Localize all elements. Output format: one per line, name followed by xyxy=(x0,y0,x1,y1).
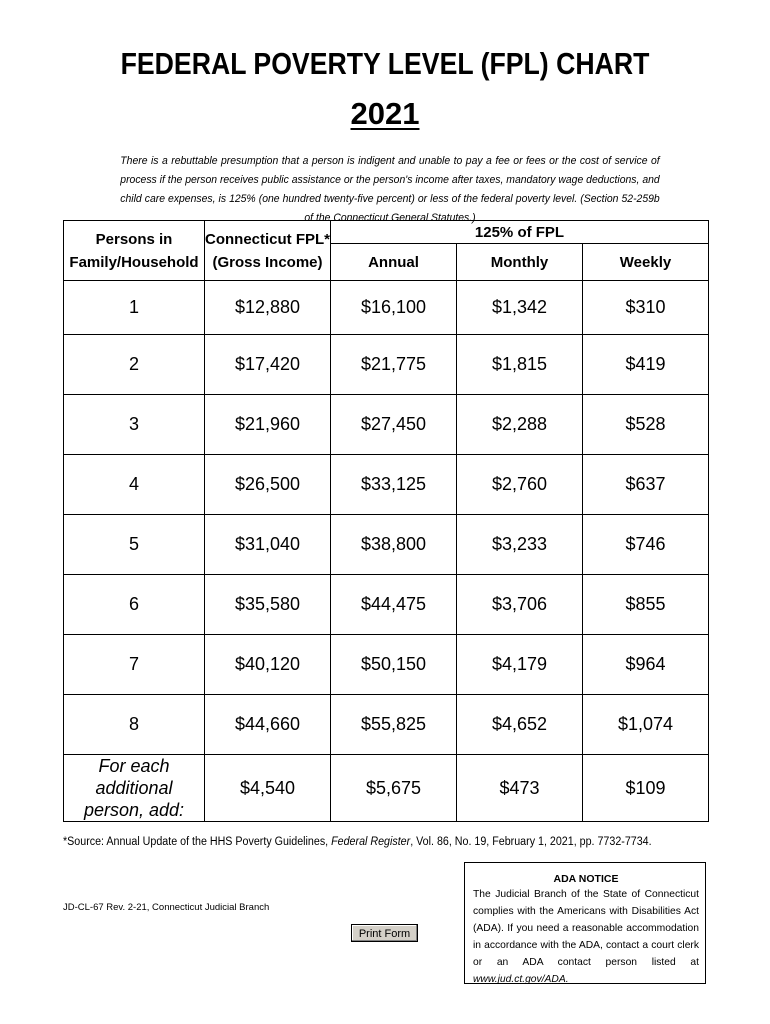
intro-paragraph: There is a rebuttable presumption that a person is indigent and unable to pay a fee or fees or the cost of service of process if the person receives public assistance or the person's income after taxes, mandatory wage deductions, and child care expenses, is 125% (one hundred twenty-five percent) or less of the federal poverty level. (Section 52-259b of the Connecticut General Statutes.) xyxy=(120,155,660,224)
cell-annual: $27,450 xyxy=(331,395,457,455)
cell-ct-fpl: $12,880 xyxy=(205,281,331,335)
header-persons-line1: Persons in xyxy=(95,230,173,248)
cell-annual: $16,100 xyxy=(331,281,457,335)
cell-weekly: $419 xyxy=(583,335,709,395)
page-title: FEDERAL POVERTY LEVEL (FPL) CHART xyxy=(120,46,650,81)
ada-link[interactable]: www.jud.ct.gov/ADA. xyxy=(473,974,569,985)
header-ct-fpl xyxy=(205,221,331,281)
table-row-additional xyxy=(64,755,709,822)
cell-ct-fpl: $21,960 xyxy=(205,395,331,455)
cell-annual: $55,825 xyxy=(331,695,457,755)
cell-monthly: $4,179 xyxy=(457,635,583,695)
print-form-button[interactable]: Print Form xyxy=(351,924,418,942)
header-ct-line2: (Gross Income) xyxy=(212,253,323,271)
cell-annual: $38,800 xyxy=(331,515,457,575)
cell-monthly: $1,342 xyxy=(457,281,583,335)
cell-weekly: $109 xyxy=(583,755,709,822)
cell-persons: 7 xyxy=(64,635,205,695)
table-row xyxy=(64,455,709,515)
table-row xyxy=(64,575,709,635)
year-text: 2021 xyxy=(350,96,420,131)
header-persons xyxy=(64,221,205,281)
cell-ct-fpl: $40,120 xyxy=(205,635,331,695)
cell-ct-fpl: $4,540 xyxy=(205,755,331,822)
cell-annual: $50,150 xyxy=(331,635,457,695)
cell-persons: 8 xyxy=(64,695,205,755)
additional-label-line1: For each additional xyxy=(95,756,173,798)
cell-monthly: $2,288 xyxy=(457,395,583,455)
cell-annual: $44,475 xyxy=(331,575,457,635)
cell-ct-fpl: $17,420 xyxy=(205,335,331,395)
cell-monthly: $3,233 xyxy=(457,515,583,575)
table-row xyxy=(64,635,709,695)
cell-additional-label xyxy=(64,755,205,822)
fpl-table xyxy=(63,220,709,822)
table-row xyxy=(64,281,709,335)
additional-label-line2: person, add: xyxy=(83,800,185,820)
source-prefix: *Source: Annual Update of the HHS Poverty Guidelines, xyxy=(63,836,332,848)
cell-weekly: $637 xyxy=(583,455,709,515)
cell-persons: 4 xyxy=(64,455,205,515)
form-number: JD-CL-67 Rev. 2-21, Connecticut Judicial Branch xyxy=(63,902,270,913)
header-ct-line1: Connecticut FPL* xyxy=(205,230,331,248)
cell-annual: $5,675 xyxy=(331,755,457,822)
cell-weekly: $855 xyxy=(583,575,709,635)
cell-weekly: $310 xyxy=(583,281,709,335)
cell-weekly: $964 xyxy=(583,635,709,695)
ada-notice-title: ADA NOTICE xyxy=(553,873,619,885)
cell-persons: 3 xyxy=(64,395,205,455)
header-125-fpl: 125% of FPL xyxy=(331,221,709,244)
cell-persons: 2 xyxy=(64,335,205,395)
source-publication: Federal Register xyxy=(331,836,411,848)
source-suffix: , Vol. 86, No. 19, February 1, 2021, pp. 7732-7734. xyxy=(410,836,652,848)
cell-persons: 5 xyxy=(64,515,205,575)
table-row xyxy=(64,335,709,395)
cell-annual: $33,125 xyxy=(331,455,457,515)
header-monthly: Monthly xyxy=(457,244,583,281)
cell-monthly: $3,706 xyxy=(457,575,583,635)
cell-monthly: $4,652 xyxy=(457,695,583,755)
cell-persons: 1 xyxy=(64,281,205,335)
cell-ct-fpl: $31,040 xyxy=(205,515,331,575)
cell-ct-fpl: $35,580 xyxy=(205,575,331,635)
cell-ct-fpl: $44,660 xyxy=(205,695,331,755)
cell-annual: $21,775 xyxy=(331,335,457,395)
source-note xyxy=(63,836,668,848)
header-annual: Annual xyxy=(331,244,457,281)
cell-monthly: $2,760 xyxy=(457,455,583,515)
header-persons-line2: Family/Household xyxy=(69,253,199,271)
ada-notice-body xyxy=(473,886,699,988)
cell-monthly: $1,815 xyxy=(457,335,583,395)
table-row xyxy=(64,395,709,455)
page-year xyxy=(0,96,770,132)
table-row xyxy=(64,695,709,755)
ada-notice xyxy=(464,862,706,984)
table-row xyxy=(64,515,709,575)
cell-weekly: $528 xyxy=(583,395,709,455)
cell-monthly: $473 xyxy=(457,755,583,822)
cell-ct-fpl: $26,500 xyxy=(205,455,331,515)
cell-weekly: $1,074 xyxy=(583,695,709,755)
cell-persons: 6 xyxy=(64,575,205,635)
ada-body-text: The Judicial Branch of the State of Connecticut complies with the Americans with Disabilities Act (ADA). If you need a reasonable accommodation in accordance with the ADA, contact a court clerk or an ADA contact person listed at xyxy=(473,889,699,968)
cell-weekly: $746 xyxy=(583,515,709,575)
header-weekly: Weekly xyxy=(583,244,709,281)
